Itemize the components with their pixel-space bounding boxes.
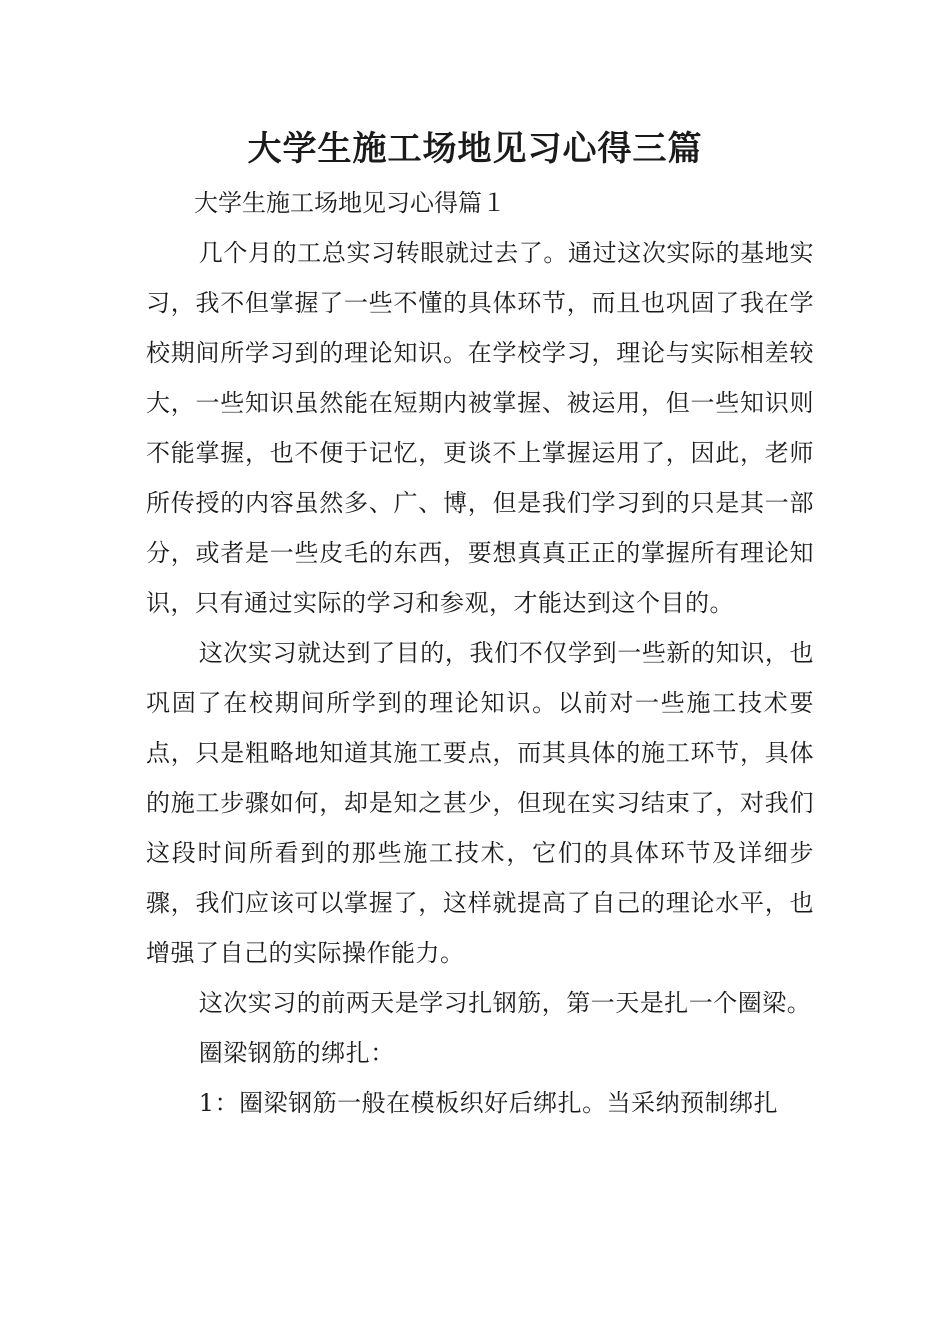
paragraph-3: 这次实习的前两天是学习扎钢筋，第一天是扎一个圈梁。 xyxy=(198,989,812,1017)
section-heading: 大学生施工场地见习心得篇１ xyxy=(194,189,506,217)
paragraph-5: 1：圈梁钢筋一般在模板织好后绑扎。当采纳预制绑扎 xyxy=(198,1089,779,1117)
paragraph-4: 圈梁钢筋的绑扎： xyxy=(198,1039,395,1067)
document-body xyxy=(146,178,814,1128)
paragraph-2: 这次实习就达到了目的，我们不仅学到一些新的知识，也巩固了在校期间所学到的理论知识。以前对一些施工技术要点，只是粗略地知道其施工要点，而其具体的施工环节，具体的施工步骤如何，却是知之甚少，但现在实习结束了，对我们这段时间所看到的那些施工技术，它们的具体环节及详细步骤，我们应该可以掌握了，这样就提高了自己的理论水平，也增强了自己的实际操作能力。 xyxy=(146,639,814,967)
document-title: 大学生施工场地见习心得三篇 xyxy=(247,129,703,169)
paragraph-1: 几个月的工总实习转眼就过去了。通过这次实际的基地实习，我不但掌握了一些不懂的具体环节，而且也巩固了我在学校期间所学习到的理论知识。在学校学习，理论与实际相差较大，一些知识虽然能在短期内被掌握、被运用，但一些知识则不能掌握，也不便于记忆，更谈不上掌握运用了，因此，老师所传授的内容虽然多、广、博，但是我们学习到的只是其一部分，或者是一些皮毛的东西，要想真真正正的掌握所有理论知识，只有通过实际的学习和参观，才能达到这个目的。 xyxy=(146,239,814,617)
